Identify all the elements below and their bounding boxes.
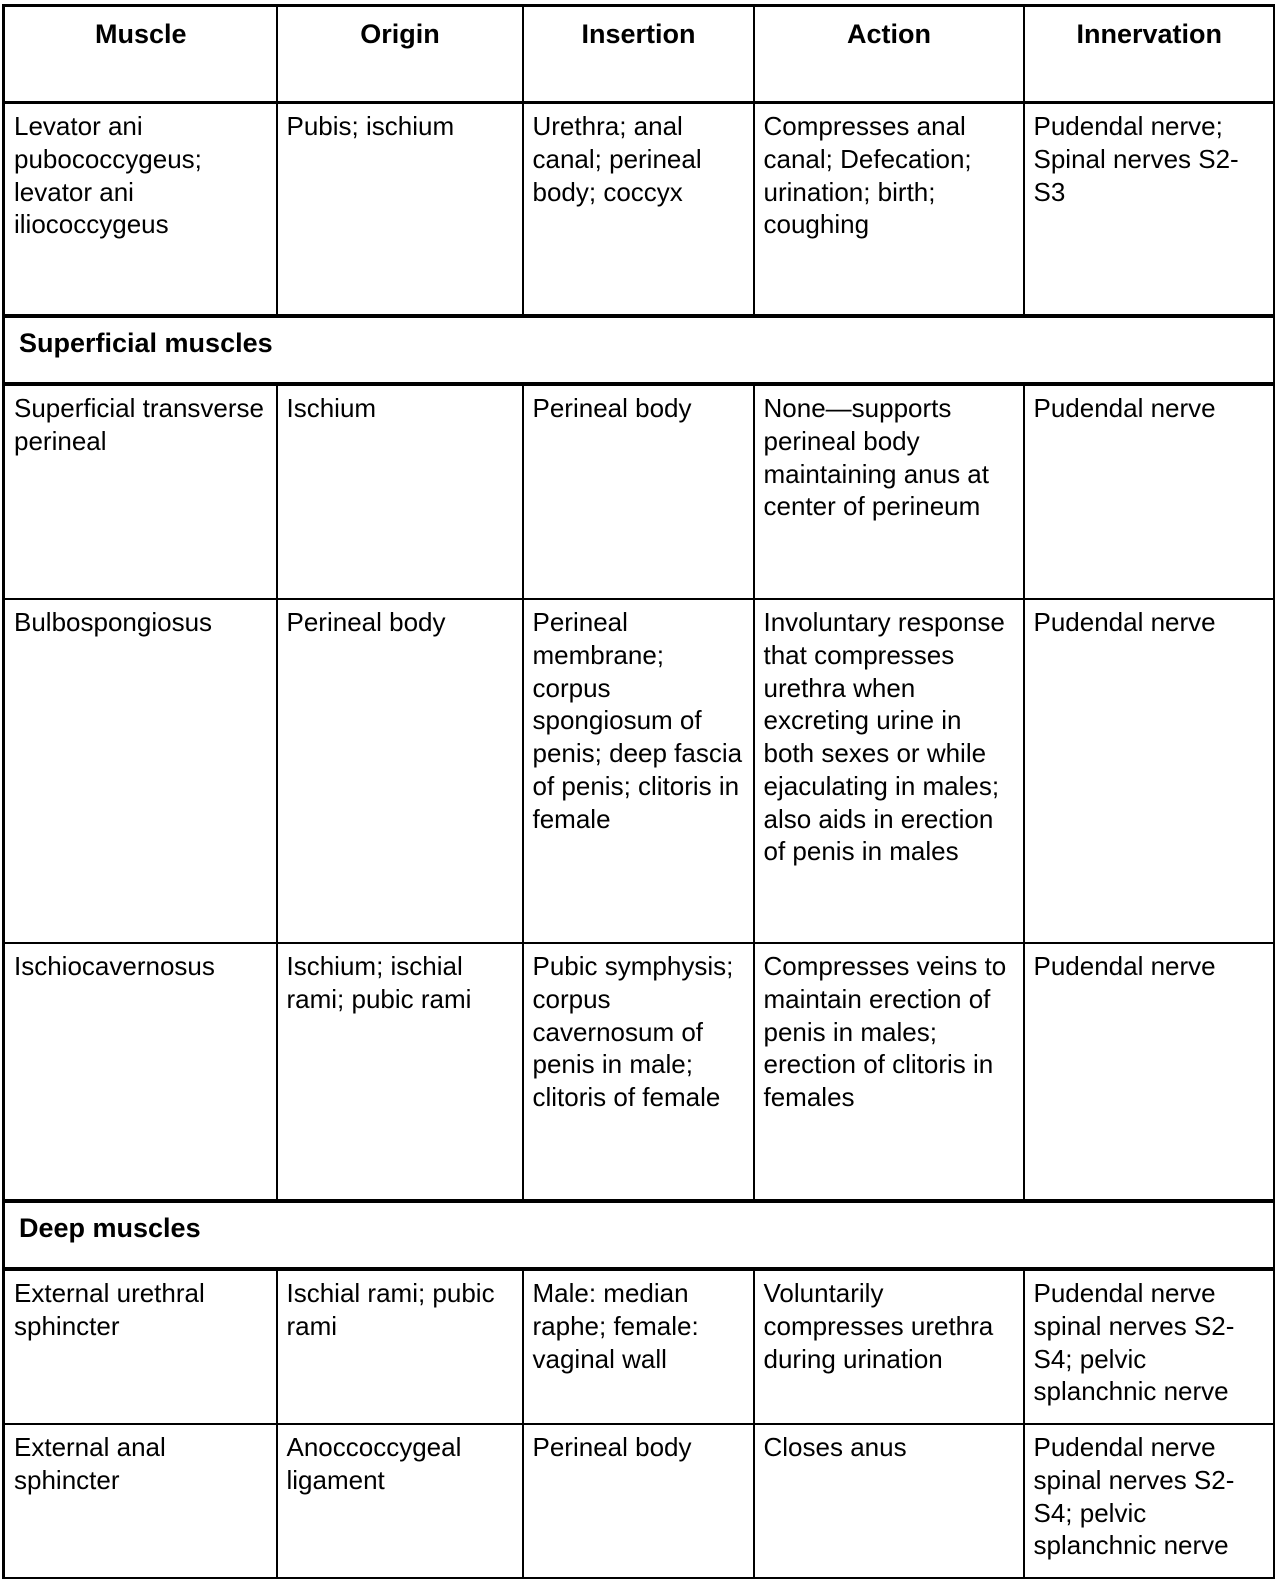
cell-insertion: Perineal body — [523, 1424, 754, 1578]
cell-action: Compresses anal canal; Defecation; urination; birth; coughing — [754, 103, 1024, 317]
column-header-innervation: Innervation — [1024, 6, 1275, 103]
column-header-action: Action — [754, 6, 1024, 103]
cell-muscle: Ischiocavernosus — [4, 943, 277, 1201]
muscles-table-container — [0, 4, 1275, 1579]
cell-origin: Ischium — [277, 384, 523, 599]
cell-origin: Ischium; ischial rami; pubic rami — [277, 943, 523, 1201]
section-label-deep-muscles: Deep muscles — [4, 1201, 1275, 1269]
column-header-insertion: Insertion — [523, 6, 754, 103]
cell-origin: Anoccoccygeal ligament — [277, 1424, 523, 1578]
cell-muscle: Levator ani pubococcygeus; levator ani iliococcygeus — [4, 103, 277, 317]
cell-action: Closes anus — [754, 1424, 1024, 1578]
cell-origin: Pubis; ischium — [277, 103, 523, 317]
column-header-origin: Origin — [277, 6, 523, 103]
table-row — [4, 103, 1275, 317]
header-row — [4, 6, 1275, 103]
cell-action: None—supports perineal body maintaining anus at center of perineum — [754, 384, 1024, 599]
table-row — [4, 943, 1275, 1201]
table-row — [4, 1269, 1275, 1424]
cell-innervation: Pudendal nerve; Spinal nerves S2-S3 — [1024, 103, 1275, 317]
cell-insertion: Male: median raphe; female: vaginal wall — [523, 1269, 754, 1424]
cell-insertion: Pubic symphysis; corpus cavernosum of penis in male; clitoris of female — [523, 943, 754, 1201]
table-body — [4, 103, 1275, 1579]
cell-innervation: Pudendal nerve — [1024, 384, 1275, 599]
cell-action: Compresses veins to maintain erection of penis in males; erection of clitoris in females — [754, 943, 1024, 1201]
cell-innervation: Pudendal nerve — [1024, 599, 1275, 943]
cell-muscle: External anal sphincter — [4, 1424, 277, 1578]
cell-muscle: Bulbospongiosus — [4, 599, 277, 943]
column-header-muscle: Muscle — [4, 6, 277, 103]
table-row — [4, 384, 1275, 599]
cell-insertion: Perineal membrane; corpus spongiosum of penis; deep fascia of penis; clitoris in female — [523, 599, 754, 943]
cell-muscle: Superficial transverse perineal — [4, 384, 277, 599]
cell-origin: Perineal body — [277, 599, 523, 943]
section-label-superficial-muscles: Superficial muscles — [4, 316, 1275, 384]
cell-innervation: Pudendal nerve spinal nerves S2-S4; pelvic splanchnic nerve — [1024, 1269, 1275, 1424]
table-row — [4, 1424, 1275, 1578]
cell-innervation: Pudendal nerve — [1024, 943, 1275, 1201]
cell-insertion: Perineal body — [523, 384, 754, 599]
table-row — [4, 599, 1275, 943]
cell-innervation: Pudendal nerve spinal nerves S2-S4; pelvic splanchnic nerve — [1024, 1424, 1275, 1578]
cell-action: Voluntarily compresses urethra during urination — [754, 1269, 1024, 1424]
section-header-row — [4, 1201, 1275, 1269]
cell-insertion: Urethra; anal canal; perineal body; coccyx — [523, 103, 754, 317]
section-header-row — [4, 316, 1275, 384]
cell-origin: Ischial rami; pubic rami — [277, 1269, 523, 1424]
cell-muscle: External urethral sphincter — [4, 1269, 277, 1424]
table-header — [4, 6, 1275, 103]
cell-action: Involuntary response that compresses urethra when excreting urine in both sexes or while ejaculating in males; also aids in erection of penis in males — [754, 599, 1024, 943]
pelvic-perineal-muscles-table — [2, 4, 1275, 1579]
